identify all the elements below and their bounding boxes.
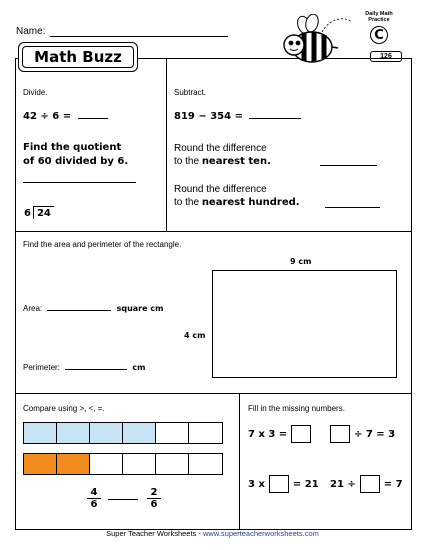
area-answer-blank[interactable]: [47, 310, 111, 311]
footer: [0, 529, 425, 538]
divider-top: [166, 59, 167, 231]
fraction-1: [87, 487, 101, 510]
perimeter-label: Perimeter:: [23, 363, 60, 372]
fraction-bar-cell: [24, 423, 57, 443]
title-box: [18, 42, 138, 72]
fraction-2-denominator: 6: [150, 499, 158, 510]
fraction-bar-cell: [189, 423, 222, 443]
round-ten-question: [174, 142, 271, 168]
round-hundred-prefix: to the: [174, 197, 202, 208]
subtract-problem: [174, 111, 301, 122]
fraction-bar-cell: [24, 454, 57, 474]
missing-eq-1-text: 7 x 3 =: [248, 428, 288, 440]
fraction-bar-cell: [90, 454, 123, 474]
fraction-bar-cell: [57, 454, 90, 474]
perimeter-answer-blank[interactable]: [65, 369, 127, 370]
name-input-line[interactable]: [50, 36, 228, 37]
missing-eq-3-suffix: = 21: [292, 478, 319, 490]
footer-link[interactable]: www.superteacherworksheets.com: [202, 529, 319, 538]
missing-eq-3-box[interactable]: [269, 475, 289, 493]
divide-problem-text: 42 ÷ 6 =: [23, 111, 72, 122]
fraction-bar-cell: [123, 423, 156, 443]
rectangle-shape: [212, 270, 397, 378]
round-ten-line-1: Round the difference: [174, 143, 267, 154]
fraction-bar-cell: [189, 454, 222, 474]
fraction-bar-cell: [156, 454, 189, 474]
missing-instruction: Fill in the missing numbers.: [248, 404, 345, 413]
round-ten-bold: nearest ten.: [201, 156, 271, 167]
long-division-divisor: 6: [24, 208, 31, 219]
long-division-dividend: 24: [33, 206, 54, 219]
fraction-1-denominator: 6: [90, 499, 98, 510]
divide-answer-blank[interactable]: [78, 118, 108, 119]
area-row: [23, 304, 163, 313]
fraction-bar-cell: [123, 454, 156, 474]
compare-answer-blank[interactable]: [108, 499, 138, 500]
missing-eq-4: [330, 475, 403, 493]
divider-row2: [16, 393, 411, 394]
fraction-bar-2: [23, 453, 223, 475]
missing-eq-2-box[interactable]: [330, 425, 350, 443]
rectangle-instruction: Find the area and perimeter of the rectangle.: [23, 240, 182, 249]
missing-eq-1: [248, 425, 311, 443]
fraction-bar-1: [23, 422, 223, 444]
divide-problem: [23, 111, 108, 122]
area-unit: square cm: [116, 304, 164, 313]
missing-eq-4-suffix: = 7: [383, 478, 403, 490]
subtract-problem-text: 819 − 354 =: [174, 111, 243, 122]
fraction-2: [147, 487, 161, 510]
footer-text: Super Teacher Worksheets -: [106, 529, 203, 538]
missing-eq-3: [248, 475, 319, 493]
bee-icon: [282, 14, 354, 70]
missing-eq-2: [330, 425, 395, 443]
quotient-line-1: Find the quotient: [23, 142, 122, 153]
round-ten-prefix: to the: [174, 156, 202, 167]
missing-eq-1-box[interactable]: [291, 425, 311, 443]
round-hundred-bold: nearest hundred.: [201, 197, 300, 208]
round-hundred-question: [174, 183, 300, 209]
name-label: Name:: [16, 26, 46, 37]
rectangle-width-label: 9 cm: [290, 257, 312, 266]
page-title: Math Buzz: [22, 46, 134, 68]
fraction-1-numerator: 4: [87, 487, 101, 499]
fraction-2-numerator: 2: [147, 487, 161, 499]
missing-eq-3-prefix: 3 x: [248, 478, 265, 490]
divide-label: Divide.: [23, 88, 48, 97]
compare-instruction: Compare using >, <, =.: [23, 404, 105, 413]
fraction-bar-cell: [57, 423, 90, 443]
subtract-label: Subtract.: [174, 88, 207, 97]
badge-text: Daily Math Practice: [365, 11, 393, 23]
missing-eq-4-box[interactable]: [360, 475, 380, 493]
quotient-answer-blank[interactable]: [23, 182, 136, 183]
rectangle-height-label: 4 cm: [184, 331, 206, 340]
fraction-bar-cell: [90, 423, 123, 443]
long-division: [24, 206, 54, 219]
missing-eq-2-text: ÷ 7 = 3: [354, 428, 396, 440]
quotient-line-2: of 60 divided by 6.: [23, 156, 129, 167]
subtract-answer-blank[interactable]: [249, 118, 301, 119]
badge-number: 126: [370, 51, 402, 62]
fraction-bar-cell: [156, 423, 189, 443]
quotient-question: [23, 141, 128, 169]
round-ten-answer-blank[interactable]: [320, 165, 377, 166]
divider-bottom: [239, 393, 240, 529]
perimeter-row: [23, 363, 145, 372]
perimeter-unit: cm: [132, 363, 146, 372]
round-hundred-answer-blank[interactable]: [325, 207, 380, 208]
area-label: Area:: [23, 304, 43, 313]
badge-letter: C: [370, 26, 388, 44]
divider-row1: [16, 231, 411, 232]
round-hundred-line-1: Round the difference: [174, 184, 267, 195]
missing-eq-4-prefix: 21 ÷: [330, 478, 356, 490]
